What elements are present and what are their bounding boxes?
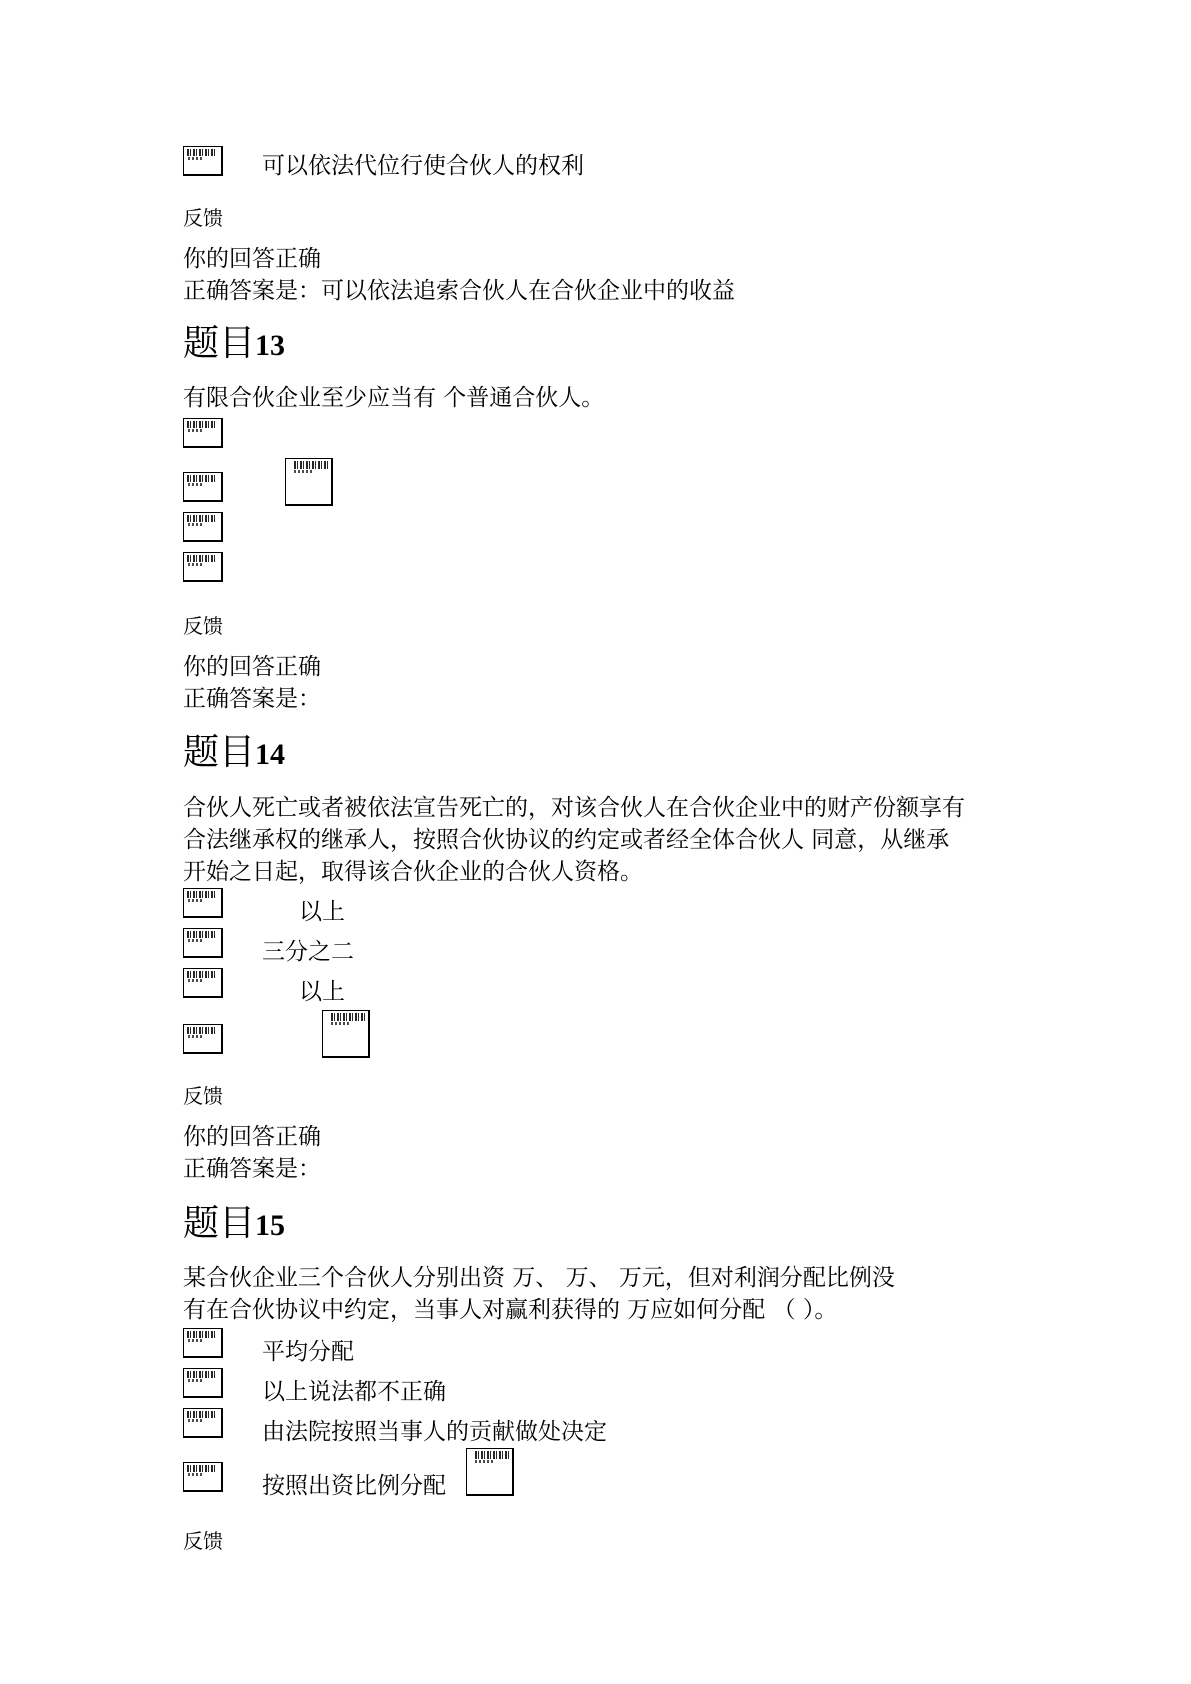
option-radio-image[interactable] [183, 1368, 223, 1398]
question-title [183, 731, 285, 777]
feedback-result: 你的回答正确 [183, 1124, 321, 1150]
option-label: 可以依法代位行使合伙人的权利 [262, 153, 584, 179]
question-number: 14 [255, 738, 286, 771]
question-stem-line: 合法继承权的继承人，按照合伙协议的约定或者经全体合伙人 同意，从继承 [183, 827, 950, 853]
option-radio-image[interactable] [183, 888, 223, 918]
option-radio-image[interactable] [183, 512, 223, 542]
correct-answer: 正确答案是： [183, 1156, 321, 1182]
option-radio-image[interactable] [183, 418, 223, 448]
feedback-result: 你的回答正确 [183, 654, 321, 680]
feedback-result: 你的回答正确 [183, 246, 321, 272]
option-radio-image[interactable] [183, 968, 223, 998]
question-stem-line: 某合伙企业三个合伙人分别出资 万、 万、 万元，但对利润分配比例没 [183, 1265, 895, 1291]
option-radio-image[interactable] [183, 552, 223, 582]
feedback-label: 反馈 [183, 206, 223, 230]
question-title-prefix: 题目 [183, 1203, 256, 1244]
feedback-label: 反馈 [183, 1084, 223, 1108]
option-radio-image[interactable] [183, 472, 223, 502]
option-label: 以上 [299, 979, 345, 1005]
question-title [183, 322, 285, 368]
question-title-prefix: 题目 [183, 323, 256, 364]
correct-answer: 正确答案是：可以依法追索合伙人在合伙企业中的收益 [183, 278, 735, 304]
question-stem-line: 合伙人死亡或者被依法宣告死亡的，对该合伙人在合伙企业中的财产份额享有 [183, 795, 965, 821]
question-number: 13 [255, 329, 286, 362]
option-radio-image[interactable] [183, 146, 223, 176]
option-radio-image[interactable] [183, 1024, 223, 1054]
option-content-image [322, 1010, 370, 1058]
question-stem: 有限合伙企业至少应当有 个普通合伙人。 [183, 385, 605, 411]
correct-answer: 正确答案是： [183, 686, 321, 712]
question-title-prefix: 题目 [183, 732, 256, 773]
feedback-label: 反馈 [183, 614, 223, 638]
question-stem-line: 开始之日起，取得该合伙企业的合伙人资格。 [183, 859, 643, 885]
option-label: 平均分配 [262, 1339, 354, 1365]
option-radio-image[interactable] [183, 1328, 223, 1358]
option-radio-image[interactable] [183, 1408, 223, 1438]
question-title [183, 1202, 285, 1248]
option-label: 按照出资比例分配 [262, 1473, 446, 1499]
option-radio-image[interactable] [183, 928, 223, 958]
question-number: 15 [255, 1209, 286, 1242]
option-label: 三分之二 [262, 939, 354, 965]
option-radio-image[interactable] [183, 1462, 223, 1492]
option-label: 以上说法都不正确 [262, 1379, 446, 1405]
option-label: 以上 [299, 899, 345, 925]
option-content-image [466, 1448, 514, 1496]
option-content-image [285, 458, 333, 506]
option-label: 由法院按照当事人的贡献做处决定 [262, 1419, 607, 1445]
question-stem-line: 有在合伙协议中约定，当事人对赢利获得的 万应如何分配 （ ）。 [183, 1297, 838, 1323]
feedback-label: 反馈 [183, 1529, 223, 1553]
